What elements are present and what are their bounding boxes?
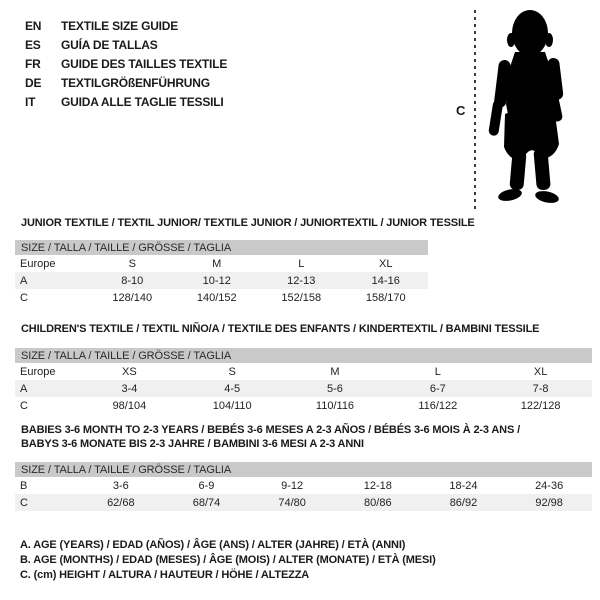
value-cell: 80/86	[335, 494, 421, 511]
value-cell: 74/80	[249, 494, 335, 511]
table-row	[15, 380, 592, 397]
junior-size-table	[15, 240, 428, 306]
value-cell: 86/92	[421, 494, 507, 511]
language-code: IT	[25, 95, 36, 109]
language-label: TEXTILGRÖßENFÜHRUNG	[61, 76, 210, 90]
row-label-cell: A	[15, 272, 90, 289]
value-cell: 5-6	[284, 380, 387, 397]
section-title-line: BABYS 3-6 MONATE BIS 2-3 JAHRE / BAMBINI 3-6 MESI A 2-3 ANNI	[21, 438, 364, 450]
table-row	[15, 289, 428, 306]
table-row	[15, 272, 428, 289]
value-cell: 18-24	[449, 479, 478, 492]
table-row	[15, 255, 428, 272]
value-cell: 62/68	[78, 494, 164, 511]
language-code: ES	[25, 38, 41, 52]
table-row	[15, 477, 592, 494]
value-cell: XL	[533, 365, 548, 378]
language-row	[25, 74, 227, 93]
value-cell: XL	[379, 257, 393, 270]
value-cell: S	[228, 365, 236, 378]
junior-textile-section	[15, 216, 475, 306]
table-row	[15, 494, 592, 511]
size-header-row	[15, 240, 428, 255]
value-cell: 9-12	[281, 479, 304, 492]
language-label: GUÍA DE TALLAS	[61, 38, 158, 52]
size-header-row	[15, 462, 592, 477]
value-cell: 92/98	[506, 494, 592, 511]
value-cell: 7-8	[489, 380, 592, 397]
size-header-row	[15, 348, 592, 363]
value-cell: 14-16	[344, 272, 429, 289]
table-row	[15, 397, 592, 414]
value-cell: 8-10	[90, 272, 175, 289]
value-cell: 104/110	[212, 399, 252, 412]
row-label-cell: C	[20, 291, 28, 304]
language-row	[25, 55, 227, 74]
row-label-cell: B	[20, 479, 28, 492]
value-cell: 68/74	[164, 494, 250, 511]
children-size-table	[15, 348, 592, 414]
language-code: FR	[25, 57, 41, 71]
value-cell: M	[212, 257, 222, 270]
size-header-cell: SIZE / TALLA / TAILLE / GRÖSSE / TAGLIA	[15, 462, 592, 477]
language-row	[25, 17, 227, 36]
value-cell: L	[298, 257, 305, 270]
value-cell: 6-9	[198, 479, 215, 492]
row-label-cell: Europe	[20, 257, 56, 270]
value-cell: 158/170	[365, 291, 406, 304]
value-cell: 4-5	[181, 380, 284, 397]
language-label: GUIDE DES TAILLES TEXTILE	[61, 57, 228, 71]
value-cell: 24-36	[535, 479, 564, 492]
language-row	[25, 93, 227, 112]
section-title-line: CHILDREN'S TEXTILE / TEXTIL NIÑO/A / TEXTILE DES ENFANTS / KINDERTEXTIL / BAMBINI TESSILE	[21, 323, 540, 335]
value-cell: 152/158	[281, 291, 322, 304]
row-label-cell: C	[20, 399, 28, 412]
legend-notes	[20, 538, 436, 583]
value-cell: M	[330, 365, 340, 378]
row-label-cell: A	[15, 380, 78, 397]
children-section-title	[15, 322, 592, 336]
junior-section-title	[15, 216, 475, 230]
value-cell: 98/104	[112, 399, 147, 412]
row-label-cell: C	[15, 494, 78, 511]
language-label: TEXTILE SIZE GUIDE	[61, 19, 179, 33]
value-cell: 3-6	[112, 479, 129, 492]
value-cell: 116/122	[418, 399, 458, 412]
value-cell: 3-4	[78, 380, 181, 397]
value-cell: XS	[122, 365, 137, 378]
value-cell: 10-12	[175, 272, 260, 289]
legend-note-line: A. AGE (YEARS) / EDAD (AÑOS) / ÂGE (ANS) / ALTER (JAHRE) / ETÀ (ANNI)	[20, 539, 406, 551]
language-code: DE	[25, 76, 42, 90]
section-title-line: JUNIOR TEXTILE / TEXTIL JUNIOR/ TEXTILE JUNIOR / JUNIORTEXTIL / JUNIOR TESSILE	[21, 217, 475, 229]
language-list	[25, 17, 227, 112]
language-label: GUIDA ALLE TAGLIE TESSILI	[61, 95, 224, 109]
babies-section-title	[15, 423, 592, 451]
value-cell: 122/128	[520, 399, 561, 412]
baby-silhouette	[485, 8, 573, 210]
legend-note-line: B. AGE (MONTHS) / EDAD (MESES) / ÂGE (MOIS) / ALTER (MONATE) / ETÀ (MESI)	[20, 554, 436, 566]
language-row	[25, 36, 227, 55]
section-title-line: BABIES 3-6 MONTH TO 2-3 YEARS / BEBÉS 3-6 MESES A 2-3 AÑOS / BÉBÉS 3-6 MOIS À 2-3 ANS /	[21, 424, 520, 436]
children-textile-section	[15, 322, 592, 414]
value-cell: 6-7	[386, 380, 489, 397]
value-cell: 110/116	[315, 399, 355, 412]
size-header-cell: SIZE / TALLA / TAILLE / GRÖSSE / TAGLIA	[15, 348, 592, 363]
height-label: C	[456, 103, 466, 118]
babies-size-table	[15, 462, 592, 511]
value-cell: L	[434, 365, 441, 378]
value-cell: S	[128, 257, 136, 270]
table-row	[15, 363, 592, 380]
value-cell: 12-13	[259, 272, 344, 289]
value-cell: 12-18	[363, 479, 392, 492]
language-code: EN	[25, 19, 42, 33]
size-header-cell: SIZE / TALLA / TAILLE / GRÖSSE / TAGLIA	[15, 240, 428, 255]
value-cell: 128/140	[112, 291, 153, 304]
babies-textile-section	[15, 423, 592, 511]
row-label-cell: Europe	[20, 365, 56, 378]
legend-note-line: C. (cm) HEIGHT / ALTURA / HAUTEUR / HÖHE / ALTEZZA	[20, 569, 310, 581]
value-cell: 140/152	[196, 291, 237, 304]
height-measure-line	[474, 10, 476, 212]
